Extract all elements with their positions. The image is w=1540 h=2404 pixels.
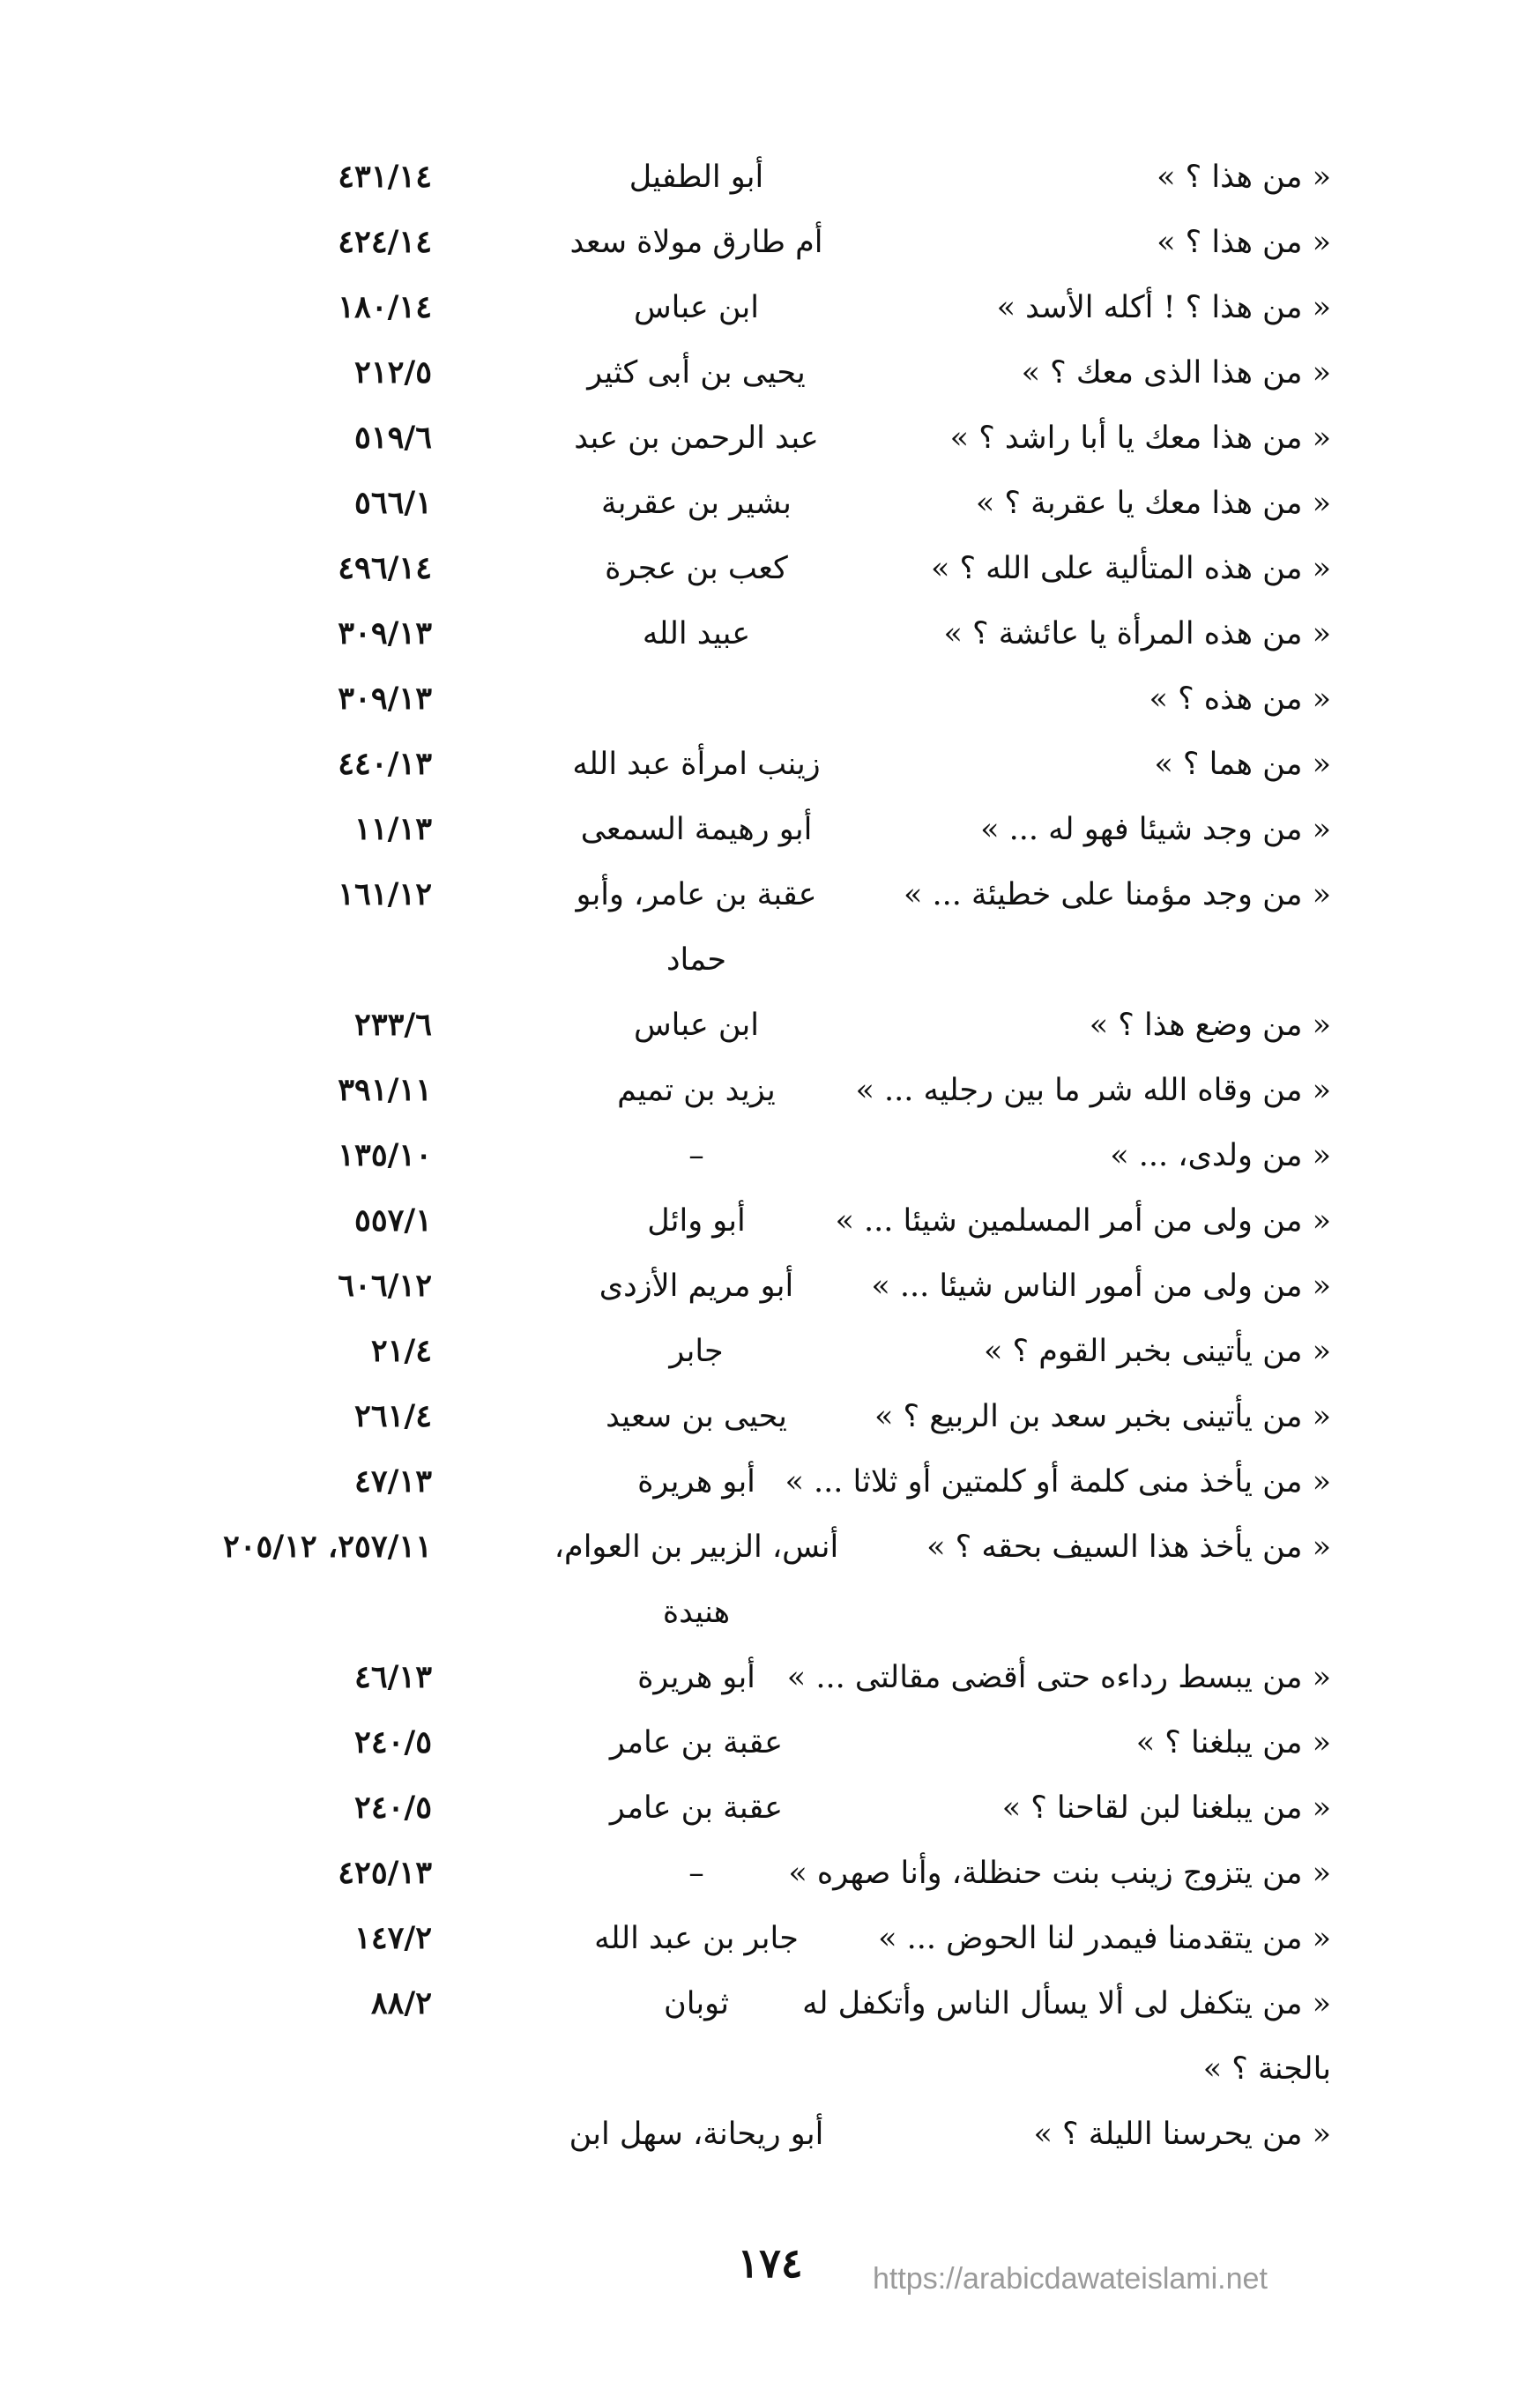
volume-page-reference: ١٦١/١٢ [338,876,432,912]
index-row [159,809,1331,875]
volume-page-reference: ٣٠٩/١٣ [338,615,432,651]
volume-page-reference: ٢٦١/٤ [354,1398,432,1434]
hadith-phrase: « من هذه المتألية على الله ؟ » [930,551,1331,586]
narrator-name: ثوبان [664,1986,729,2021]
narrator-name: – [688,1856,704,1891]
hadith-phrase: « من هذا معك يا عقربة ؟ » [975,486,1331,521]
narrator-name: عبد الرحمن بن عبد [574,421,819,456]
hadith-phrase: « من وجد مؤمنا على خطيئة ... » [903,877,1331,912]
index-row [159,1788,1331,1853]
index-row [159,1201,1331,1266]
volume-page-reference: ٤٢٤/١٤ [338,224,432,260]
index-row [159,1462,1331,1527]
hadith-phrase: « من يأتينى بخبر القوم ؟ » [983,1334,1331,1369]
narrator-name: زينب امرأة عبد الله [572,747,821,782]
index-row [159,1331,1331,1396]
hadith-phrase: « من يأخذ هذا السيف بحقه ؟ » [926,1529,1331,1565]
narrator-name: ابن عباس [633,290,760,325]
hadith-phrase: « من هذه ؟ » [1149,681,1331,717]
index-row [159,1723,1331,1788]
hadith-phrase: « من يبلغنا ؟ » [1135,1725,1331,1760]
volume-page-reference: ٤٤٠/١٣ [338,746,432,782]
hadith-phrase: « من يأتينى بخبر سعد بن الربيع ؟ » [874,1399,1331,1434]
narrator-name: عبيد الله [642,616,751,651]
volume-page-reference: ٤٩٦/١٤ [338,550,432,586]
narrator-name: حماد [666,942,727,978]
volume-page-reference: ٥٥٧/١ [354,1202,432,1239]
hadith-phrase: « من وقاه الله شر ما بين رجليه ... » [855,1073,1331,1108]
volume-page-reference: ٢١٢/٥ [354,354,432,391]
volume-page-reference: ٢١/٤ [370,1333,432,1369]
narrator-name: كعب بن عجرة [605,551,788,586]
volume-page-reference: ١٤٧/٢ [354,1920,432,1956]
hadith-phrase: « من يتقدمنا فيمدر لنا الحوض ... » [878,1921,1331,1956]
hadith-index-table [159,157,1331,2179]
hadith-phrase: « من ولدى، ... » [1110,1138,1331,1173]
volume-page-reference: ٣٠٩/١٣ [338,681,432,717]
hadith-phrase: « من يتكفل لى ألا يسأل الناس وأتكفل له [802,1986,1331,2021]
index-row [159,1527,1331,1592]
index-row [159,548,1331,614]
watermark-url: https://arabicdawateislami.net [873,2262,1268,2296]
hadith-phrase: « من هذا معك يا أبا راشد ؟ » [949,421,1331,456]
hadith-phrase: « من هما ؟ » [1154,747,1331,782]
volume-page-reference: ٥٦٦/١ [354,485,432,521]
index-row [159,679,1331,744]
hadith-phrase: « من هذا ؟ » [1157,225,1331,260]
narrator-name: ابن عباس [633,1008,760,1043]
narrator-name: يزيد بن تميم [617,1073,776,1108]
volume-page-reference: ٤٧/١٣ [354,1463,432,1500]
index-row [159,1657,1331,1723]
narrator-name: يحيى بن أبى كثير [587,355,806,391]
volume-page-reference: ٢٥٧/١١، ٢٠٥/١٢ [222,1529,432,1565]
narrator-name: يحيى بن سعيد [606,1399,787,1434]
page-number: ١٧٤ [737,2239,803,2287]
index-row [159,1983,1331,2049]
narrator-name: أبو هريرة [637,1660,755,1695]
hadith-phrase: « من ولى من أمر المسلمين شيئا ... » [835,1203,1331,1239]
index-row [159,940,1331,1005]
index-row [159,2049,1331,2114]
volume-page-reference: ٨٨/٢ [370,1985,432,2021]
hadith-phrase: « من هذا ؟ » [1157,160,1331,195]
index-row [159,1918,1331,1983]
narrator-name: أنس، الزبير بن العوام، [554,1529,839,1565]
narrator-name: عقبة بن عامر [609,1725,784,1760]
index-row [159,157,1331,222]
narrator-name: أبو ريحانة، سهل ابن [569,2117,824,2152]
volume-page-reference: ٢٣٣/٦ [354,1007,432,1043]
index-row [159,287,1331,353]
volume-page-reference: ٥١٩/٦ [354,420,432,456]
narrator-name: عقبة بن عامر [609,1790,784,1826]
hadith-phrase: « من هذا الذى معك ؟ » [1021,355,1331,391]
hadith-phrase: « من وضع هذا ؟ » [1089,1008,1331,1043]
index-row [159,353,1331,418]
hadith-phrase: بالجنة ؟ » [1202,2051,1331,2087]
hadith-phrase: « من يأخذ منى كلمة أو كلمتين أو ثلاثا ... » [785,1464,1331,1500]
index-row [159,1853,1331,1918]
narrator-name: عقبة بن عامر، وأبو [576,877,817,912]
index-row [159,875,1331,940]
hadith-phrase: « من هذه المرأة يا عائشة ؟ » [943,616,1331,651]
index-row [159,1070,1331,1135]
volume-page-reference: ١٣٥/١٠ [338,1137,432,1173]
index-row [159,418,1331,483]
volume-page-reference: ٤٣١/١٤ [338,159,432,195]
volume-page-reference: ١١/١٣ [354,811,432,847]
hadith-phrase: « من وجد شيئا فهو له ... » [980,812,1331,847]
index-row [159,1266,1331,1331]
volume-page-reference: ٣٩١/١١ [338,1072,432,1108]
narrator-name: أبو مريم الأزدى [599,1269,794,1304]
index-row [159,483,1331,548]
index-row [159,1592,1331,1657]
narrator-name: بشير بن عقربة [601,486,792,521]
index-row [159,744,1331,809]
index-row [159,2114,1331,2179]
hadith-phrase: « من هذا ؟ ! أكله الأسد » [996,290,1331,325]
narrator-name: أبو رهيمة السمعى [580,812,813,847]
volume-page-reference: ٢٤٠/٥ [354,1724,432,1760]
volume-page-reference: ٤٢٥/١٣ [338,1855,432,1891]
narrator-name: هنيدة [662,1595,731,1630]
narrator-name: – [688,1138,704,1173]
narrator-name: أبو هريرة [637,1464,755,1500]
volume-page-reference: ٢٤٠/٥ [354,1790,432,1826]
narrator-name: جابر [669,1334,724,1369]
index-row [159,222,1331,287]
narrator-name: أبو الطفيل [629,160,764,195]
narrator-name: أم طارق مولاة سعد [569,225,823,260]
hadith-phrase: « من ولى من أمور الناس شيئا ... » [871,1269,1331,1304]
index-row [159,1396,1331,1462]
narrator-name: أبو وائل [647,1203,746,1239]
hadith-phrase: « من يحرسنا الليلة ؟ » [1033,2117,1331,2152]
hadith-phrase: « من يبلغنا لبن لقاحنا ؟ » [1001,1790,1331,1826]
volume-page-reference: ١٨٠/١٤ [338,289,432,325]
index-row [159,614,1331,679]
volume-page-reference: ٤٦/١٣ [354,1659,432,1695]
index-row [159,1005,1331,1070]
narrator-name: جابر بن عبد الله [594,1921,799,1956]
hadith-phrase: « من يتزوج زينب بنت حنظلة، وأنا صهره » [788,1856,1331,1891]
index-row [159,1135,1331,1201]
volume-page-reference: ٦٠٦/١٢ [338,1268,432,1304]
hadith-phrase: « من يبسط رداءه حتى أقضى مقالتى ... » [786,1660,1331,1695]
